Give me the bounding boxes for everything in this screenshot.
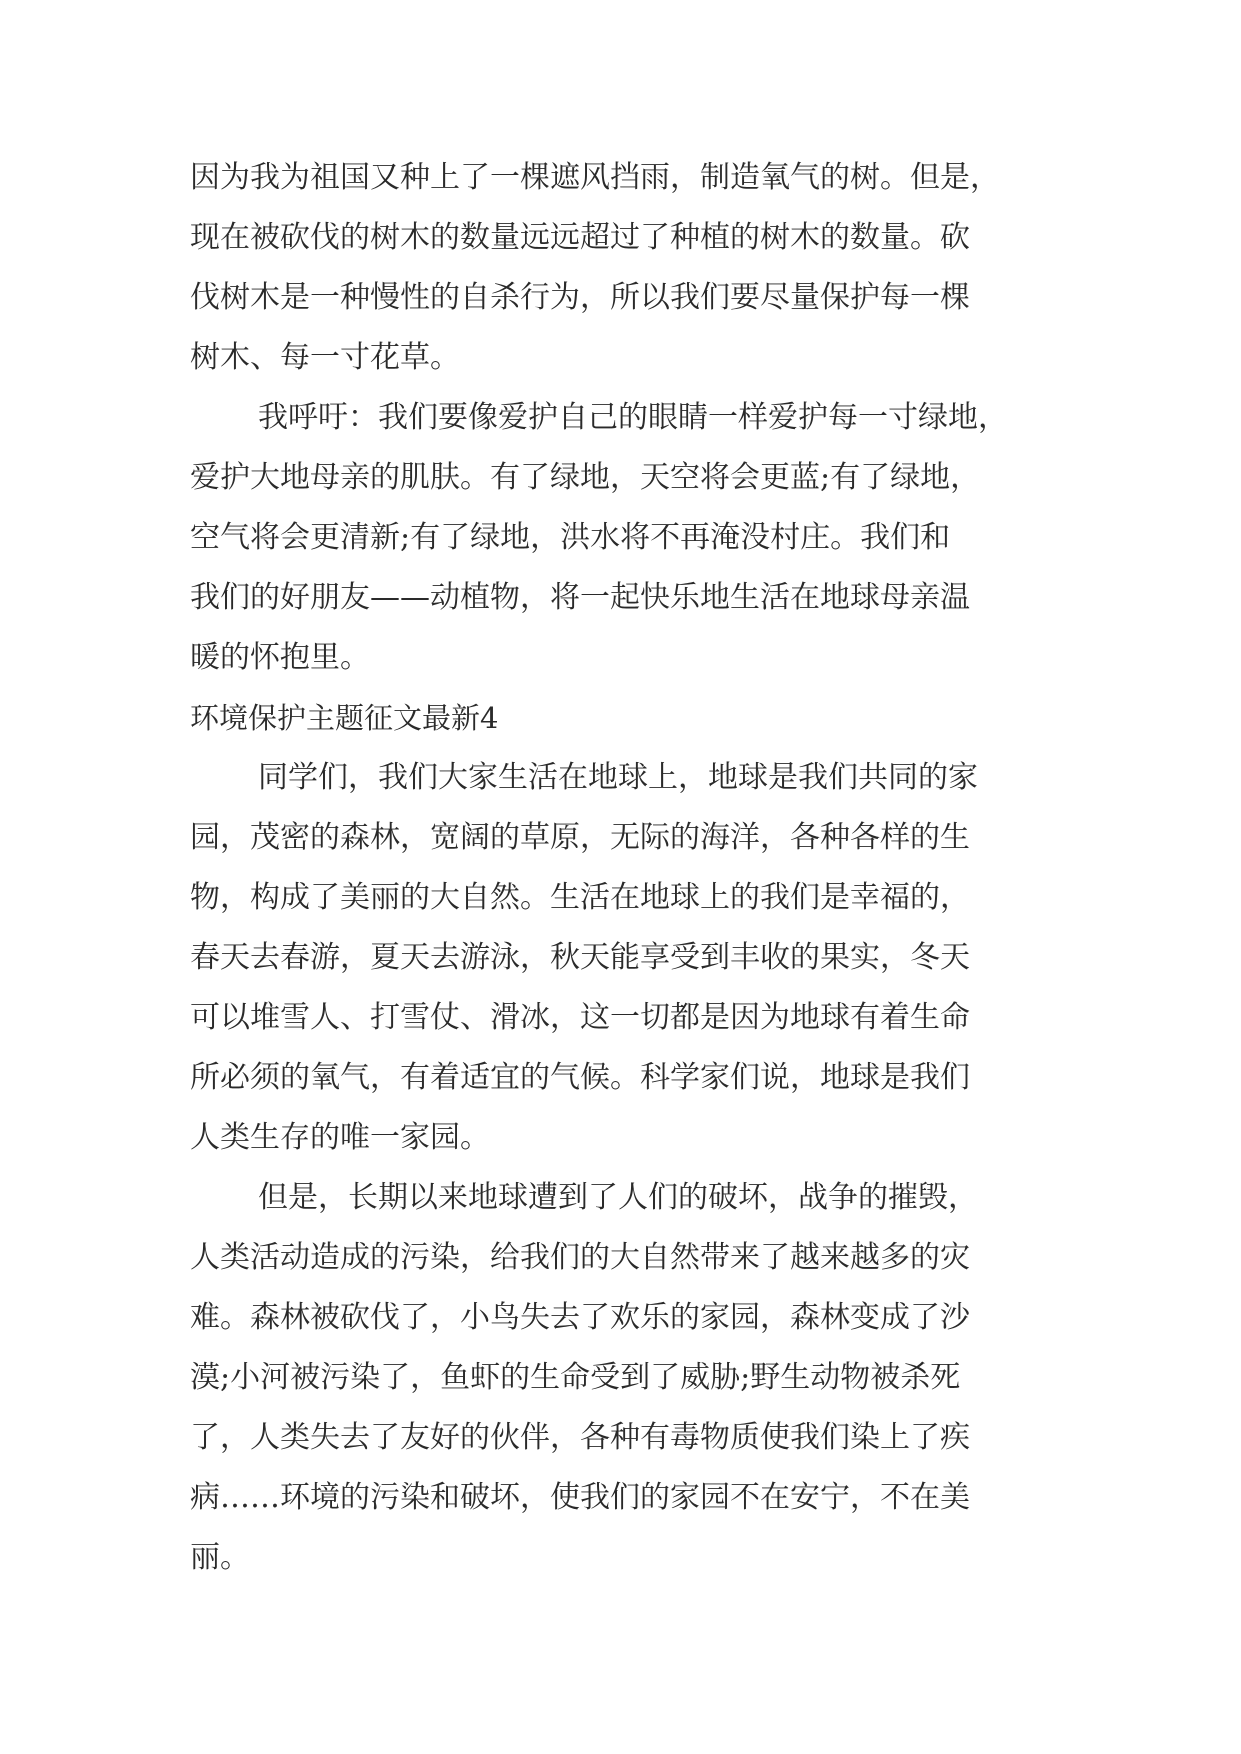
text-line: 了，人类失去了友好的伙伴，各种有毒物质使我们染上了疾 (190, 1420, 970, 1455)
paragraph-first-line: 但是，长期以来地球遭到了人们的破坏，战争的摧毁， (258, 1180, 978, 1215)
text-line: 伐树木是一种慢性的自杀行为，所以我们要尽量保护每一棵 (190, 280, 970, 315)
text-line: 漠;小河被污染了，鱼虾的生命受到了威胁;野生动物被杀死 (190, 1360, 961, 1395)
text-line: 空气将会更清新;有了绿地，洪水将不再淹没村庄。我们和 (190, 520, 951, 555)
text-line: 现在被砍伐的树木的数量远远超过了种植的树木的数量。砍 (190, 220, 970, 255)
text-line: 物，构成了美丽的大自然。生活在地球上的我们是幸福的， (190, 880, 970, 915)
text-line: 难。森林被砍伐了，小鸟失去了欢乐的家园，森林变成了沙 (190, 1300, 970, 1335)
text-line: 人类活动造成的污染，给我们的大自然带来了越来越多的灾 (190, 1240, 970, 1275)
text-line: 树木、每一寸花草。 (190, 340, 460, 375)
paragraph-first-line: 我呼吁：我们要像爱护自己的眼睛一样爱护每一寸绿地， (258, 400, 1008, 435)
text-line: 爱护大地母亲的肌肤。有了绿地，天空将会更蓝;有了绿地， (190, 460, 981, 495)
text-line: 园，茂密的森林，宽阔的草原，无际的海洋，各种各样的生 (190, 820, 970, 855)
text-line: 所必须的氧气，有着适宜的气候。科学家们说，地球是我们 (190, 1060, 970, 1095)
paragraph-first-line: 同学们，我们大家生活在地球上，地球是我们共同的家 (258, 760, 978, 795)
text-line: 病……环境的污染和破坏，使我们的家园不在安宁，不在美 (190, 1480, 970, 1515)
text-line: 丽。 (190, 1540, 250, 1575)
text-line: 人类生存的唯一家园。 (190, 1120, 490, 1155)
text-line: 因为我为祖国又种上了一棵遮风挡雨，制造氧气的树。但是， (190, 160, 1000, 195)
text-line: 我们的好朋友——动植物，将一起快乐地生活在地球母亲温 (190, 580, 970, 615)
text-line: 春天去春游，夏天去游泳，秋天能享受到丰收的果实，冬天 (190, 940, 970, 975)
text-line: 可以堆雪人、打雪仗、滑冰，这一切都是因为地球有着生命 (190, 1000, 970, 1035)
text-line: 暖的怀抱里。 (190, 640, 370, 675)
section-heading: 环境保护主题征文最新4 (190, 701, 499, 735)
